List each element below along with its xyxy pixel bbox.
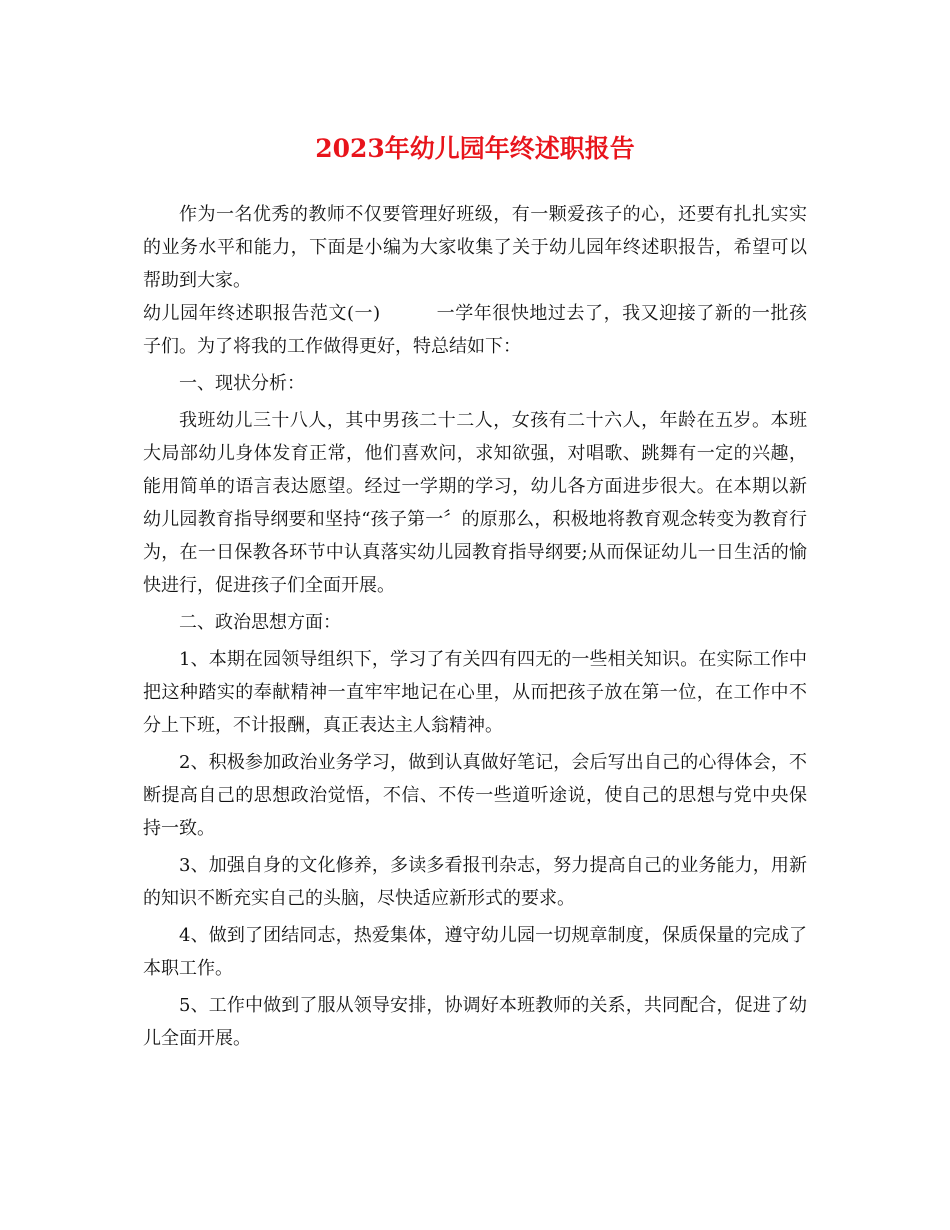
document-body — [143, 198, 807, 1055]
heading-status: 一、现状分析： — [179, 373, 305, 394]
list-item-2: 2、积极参加政治业务学习，做到认真做好笔记，会后写出自己的心得体会，不断提高自己的思想政治觉悟，不信、不传一些道听途说，使自己的思想与党中央保持一致。 — [143, 752, 807, 839]
section-paragraph — [143, 297, 807, 363]
list-item-4: 4、做到了团结同志，热爱集体，遵守幼儿园一切规章制度，保质保量的完成了本职工作。 — [143, 925, 807, 979]
list-item-5: 5、工作中做到了服从领导安排，协调好本班教师的关系，共同配合，促进了幼儿全面开展。 — [143, 995, 807, 1049]
intro-paragraph: 作为一名优秀的教师不仅要管理好班级，有一颗爱孩子的心，还要有扎扎实实的业务水平和能力，下面是小编为大家收集了关于幼儿园年终述职报告，希望可以帮助到大家。 — [143, 204, 807, 291]
status-paragraph: 我班幼儿三十八人，其中男孩二十二人，女孩有二十六人，年龄在五岁。本班大局部幼儿身体发育正常，他们喜欢问，求知欲强，对唱歌、跳舞有一定的兴趣，能用简单的语言表达愿望。经过一学期的学习，幼儿各方面进步很大。在本期以新幼儿园教育指导纲要和坚持“孩子第一〞的原那么，积极地将教育观念转变为教育行为，在一日保教各环节中认真落实幼儿园教育指导纲要;从而保证幼儿一日生活的愉快进行，促进孩子们全面开展。 — [143, 410, 807, 596]
document-title: 2023年幼儿园年终述职报告 — [315, 134, 635, 163]
heading-politics: 二、政治思想方面： — [179, 612, 341, 633]
section-opening: 一学年很快地过去了，我又迎接了新的一批孩子们。为了将我的工作做得更好，特总结如下： — [143, 303, 808, 357]
section-heading: 幼儿园年终述职报告范文(一) — [143, 303, 381, 324]
list-item-3: 3、加强自身的文化修养，多读多看报刊杂志，努力提高自己的业务能力，用新的知识不断充实自己的头脑，尽快适应新形式的要求。 — [143, 855, 807, 909]
list-item-1: 1、本期在园领导组织下，学习了有关四有四无的一些相关知识。在实际工作中把这种踏实的奉献精神一直牢牢地记在心里，从而把孩子放在第一位，在工作中不分上下班，不计报酬，真正表达主人翁精神。 — [143, 649, 807, 736]
